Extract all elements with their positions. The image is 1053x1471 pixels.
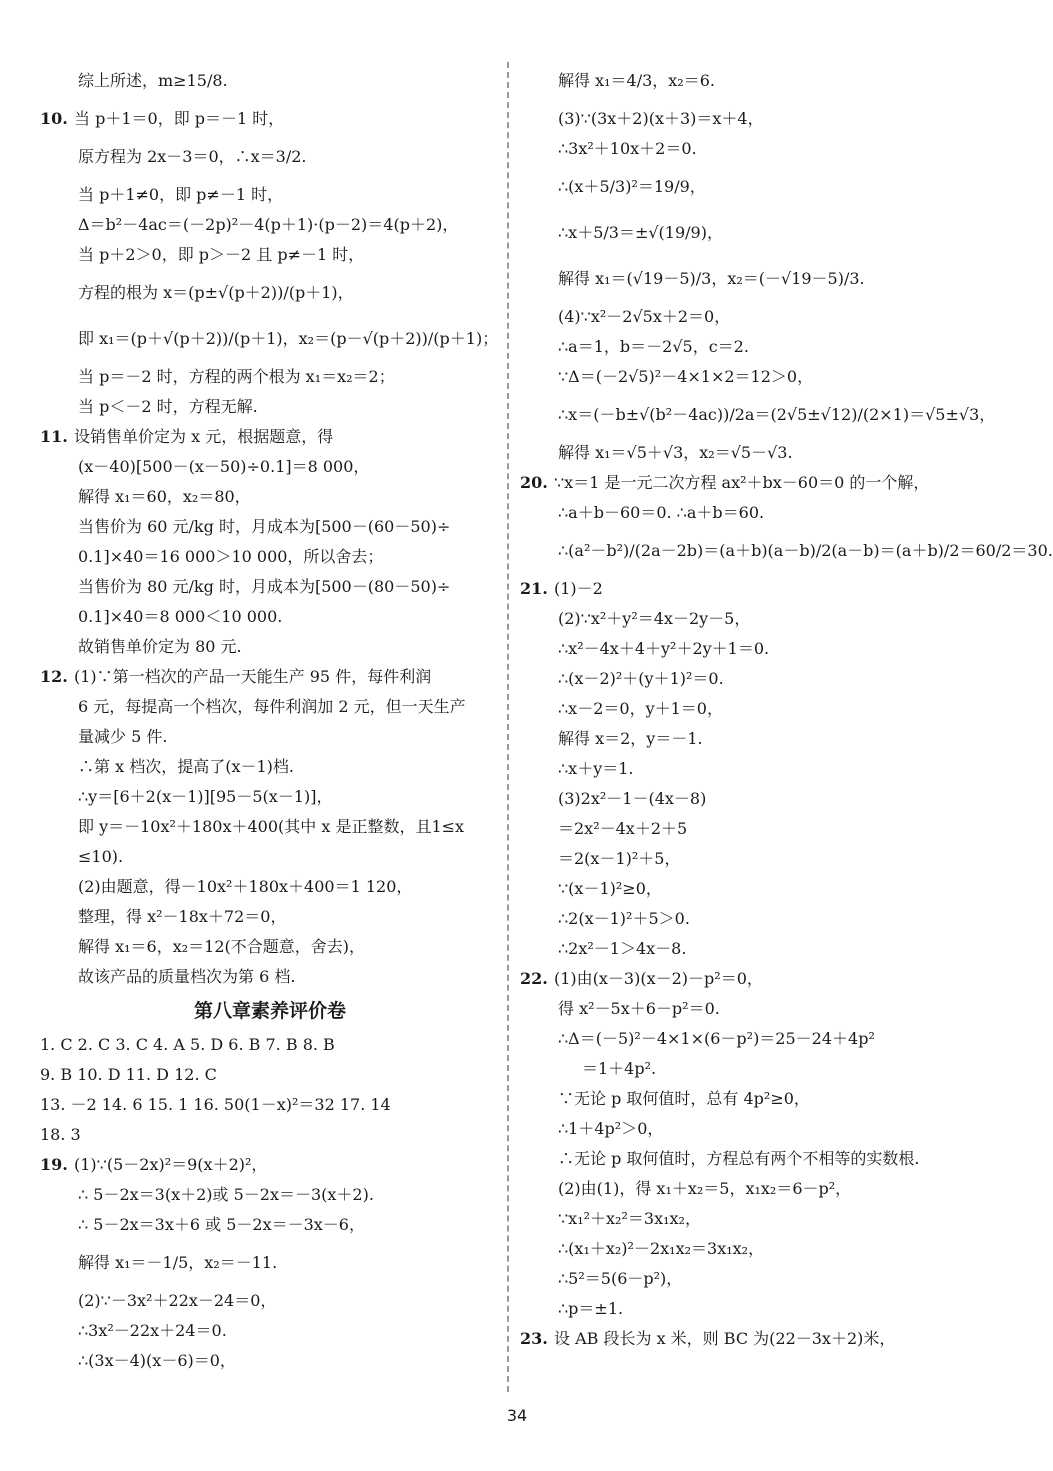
- answer-line: [40, 632, 500, 662]
- column-divider: [507, 62, 509, 1392]
- answer-line: [520, 694, 1000, 724]
- answer-text: 故该产品的质量档次为第 6 档.: [78, 967, 296, 986]
- answer-text: ≤10).: [78, 847, 124, 866]
- answer-line: [40, 58, 500, 104]
- answer-text: (1)∵第一档次的产品一天能生产 95 件，每件利润: [74, 667, 432, 686]
- answer-line: [520, 874, 1000, 904]
- answer-text: 当 p＝－2 时，方程的两个根为 x₁＝x₂＝2；: [78, 367, 395, 386]
- answer-text: ∴x＋y＝1.: [558, 759, 634, 778]
- answer-text: 解得 x₁＝－1/5，x₂＝－11.: [78, 1253, 278, 1272]
- answer-line: [520, 210, 1000, 256]
- answer-line: [520, 468, 1000, 498]
- answer-line: [40, 962, 500, 992]
- answer-line: [40, 752, 500, 782]
- answer-line: [520, 528, 1053, 574]
- answer-text: (2)由题意，得－10x²＋180x＋400＝1 120，: [78, 877, 413, 896]
- answer-line: [40, 180, 500, 210]
- answer-text: (2)∵x²＋y²＝4x－2y－5，: [558, 609, 751, 628]
- answer-text: ∴x＋5/3＝±√(19/9)，: [558, 223, 723, 242]
- answer-line: [40, 482, 500, 512]
- answer-text: 解得 x₁＝√5＋√3，x₂＝√5－√3.: [558, 443, 793, 462]
- answer-text: ∴1＋4p²＞0，: [558, 1119, 664, 1138]
- answer-text: 当 p＜－2 时，方程无解.: [78, 397, 258, 416]
- question-number: 21.: [520, 579, 548, 598]
- answer-line: [520, 332, 1000, 362]
- answer-line: [40, 1180, 500, 1210]
- answer-text: (1)由(x－3)(x－2)－p²＝0，: [554, 969, 763, 988]
- answer-text: ∴x＝(－b±√(b²－4ac))/2a＝(2√5±√12)/(2×1)＝√5±√3，: [558, 405, 996, 424]
- answer-text: 综上所述，m≥15/8.: [78, 71, 228, 90]
- answer-text: (2)由(1)，得 x₁＋x₂＝5，x₁x₂＝6－p²，: [558, 1179, 852, 1198]
- answer-text: ∴y＝[6＋2(x－1)][95－5(x－1)]，: [78, 787, 333, 806]
- answer-text: ∵x₁²＋x₂²＝3x₁x₂，: [558, 1209, 701, 1228]
- answer-text: ＝2(x－1)²＋5，: [558, 849, 681, 868]
- answer-line: [40, 392, 500, 422]
- answer-text: 当售价为 60 元/kg 时，月成本为[500－(60－50)÷: [78, 517, 451, 536]
- answer-text: ＝2x²－4x＋2＋5: [558, 819, 688, 838]
- answer-text: ∴x－2＝0，y＋1＝0，: [558, 699, 723, 718]
- answer-text: (x－40)[500－(x－50)÷0.1]＝8 000，: [78, 457, 370, 476]
- answer-text: 故销售单价定为 80 元.: [78, 637, 242, 656]
- answer-line: [40, 542, 500, 572]
- answer-text: ∴(x－2)²＋(y＋1)²＝0.: [558, 669, 724, 688]
- answer-text: 当 p＋1＝0，即 p＝－1 时，: [74, 109, 285, 128]
- answer-line: [40, 1120, 500, 1150]
- answer-line: [520, 1234, 1000, 1264]
- answer-line: [520, 1024, 1000, 1054]
- answer-line: [520, 1174, 1000, 1204]
- answer-line: [520, 1294, 1000, 1324]
- answer-text: 设 AB 段长为 x 米，则 BC 为(22－3x＋2)米，: [554, 1329, 896, 1348]
- answer-text: 解得 x₁＝60，x₂＝80，: [78, 487, 251, 506]
- answer-line: [520, 1114, 1000, 1144]
- answer-line: [40, 662, 500, 692]
- answer-line: [520, 58, 1000, 104]
- answer-line: [520, 104, 1000, 134]
- answer-line: [40, 210, 500, 240]
- answer-line: [40, 842, 500, 872]
- answer-text: 0.1]×40＝8 000＜10 000.: [78, 607, 283, 626]
- answer-line: [40, 422, 500, 452]
- left-column: [40, 58, 500, 1376]
- answer-line: [520, 134, 1000, 164]
- answer-text: (1)－2: [554, 579, 603, 598]
- question-number: 12.: [40, 667, 68, 686]
- answer-text: ∴2x²－1＞4x－8.: [558, 939, 687, 958]
- answer-line: [520, 664, 1000, 694]
- question-number: 22.: [520, 969, 548, 988]
- answer-line: [40, 932, 500, 962]
- answer-text: (2)∵－3x²＋22x－24＝0，: [78, 1291, 277, 1310]
- page-number: 34: [506, 1406, 528, 1425]
- answer-line: [520, 438, 1000, 468]
- answer-line: [520, 302, 1000, 332]
- answer-text: ∴第 x 档次，提高了(x－1)档.: [78, 757, 294, 776]
- answer-line: [40, 104, 500, 134]
- answer-line: [520, 498, 1000, 528]
- answer-text: 当 p＋2＞0，即 p＞－2 且 p≠－1 时，: [78, 245, 365, 264]
- answer-text: 整理，得 x²－18x＋72＝0，: [78, 907, 287, 926]
- answer-line: [40, 812, 500, 842]
- answer-line: [520, 392, 1000, 438]
- answer-line: [520, 1054, 1000, 1084]
- answer-line: [40, 1286, 500, 1316]
- answer-text: ∴ 5－2x＝3(x＋2)或 5－2x＝－3(x＋2).: [78, 1185, 374, 1204]
- answer-line: [40, 270, 500, 316]
- answer-text: ∴a＝1，b＝－2√5，c＝2.: [558, 337, 749, 356]
- answer-text: ∵Δ＝(－2√5)²－4×1×2＝12＞0，: [558, 367, 814, 386]
- answer-line: [520, 1324, 1000, 1354]
- answer-text: ∴a＋b－60＝0. ∴a＋b＝60.: [558, 503, 765, 522]
- answer-text: 当售价为 80 元/kg 时，月成本为[500－(80－50)÷: [78, 577, 451, 596]
- answer-text: 解得 x₁＝6，x₂＝12(不合题意，舍去)，: [78, 937, 365, 956]
- answer-line: [520, 1264, 1000, 1294]
- answer-text: 得 x²－5x＋6－p²＝0.: [558, 999, 720, 1018]
- answer-text: 6 元，每提高一个档次，每件利润加 2 元，但一天生产: [78, 697, 466, 716]
- answer-text: ∴3x²＋10x＋2＝0.: [558, 139, 697, 158]
- answer-text: 解得 x₁＝4/3，x₂＝6.: [558, 71, 715, 90]
- answer-text: 方程的根为 x＝(p±√(p＋2))/(p＋1)，: [78, 283, 354, 302]
- right-column: [520, 58, 1053, 1354]
- answer-text: ∴3x²－22x＋24＝0.: [78, 1321, 227, 1340]
- answer-line: [520, 574, 1000, 604]
- question-number: 10.: [40, 109, 68, 128]
- answer-text: ∴Δ＝(－5)²－4×1×(6－p²)＝25－24＋4p²: [558, 1029, 875, 1048]
- answer-text: (4)∵x²－2√5x＋2＝0，: [558, 307, 731, 326]
- answer-line: [40, 452, 500, 482]
- answer-line: [520, 164, 1000, 210]
- answer-line: [40, 782, 500, 812]
- answer-line: [520, 724, 1000, 754]
- answer-line: [40, 1030, 500, 1060]
- answer-line: [40, 872, 500, 902]
- answer-line: [40, 692, 500, 722]
- answer-line: [520, 754, 1000, 784]
- answer-line: [40, 1316, 500, 1346]
- answer-line: [520, 904, 1000, 934]
- question-number: 20.: [520, 473, 548, 492]
- answer-line: [40, 1150, 500, 1180]
- answer-text: Δ＝b²－4ac＝(－2p)²－4(p＋1)·(p－2)＝4(p＋2)，: [78, 215, 459, 234]
- answer-text: 1. C 2. C 3. C 4. A 5. D 6. B 7. B 8. B: [40, 1035, 335, 1054]
- answer-text: 原方程为 2x－3＝0，∴x＝3/2.: [78, 147, 307, 166]
- question-number: 23.: [520, 1329, 548, 1348]
- answer-text: ∴p＝±1.: [558, 1299, 624, 1318]
- answer-text: 解得 x＝2，y＝－1.: [558, 729, 703, 748]
- answer-line: [520, 784, 1000, 814]
- answer-text: ∴2(x－1)²＋5＞0.: [558, 909, 690, 928]
- answer-text: ∴x²－4x＋4＋y²＋2y＋1＝0.: [558, 639, 770, 658]
- answer-text: 即 x₁＝(p＋√(p＋2))/(p＋1)，x₂＝(p－√(p＋2))/(p＋1)；: [78, 329, 499, 348]
- question-number: 11.: [40, 427, 68, 446]
- answer-line: [520, 814, 1000, 844]
- answer-line: [40, 602, 500, 632]
- answer-line: [40, 1346, 500, 1376]
- answer-line: [520, 256, 1000, 302]
- answer-line: [40, 316, 500, 362]
- answer-text: 13. －2 14. 6 15. 1 16. 50(1－x)²＝32 17. 14: [40, 1095, 391, 1114]
- answer-line: [40, 572, 500, 602]
- answer-line: [520, 1144, 1000, 1174]
- answer-line: [520, 634, 1000, 664]
- answer-line: [40, 134, 500, 180]
- section-title: 第八章素养评价卷: [193, 1000, 346, 1022]
- answer-text: ∵无论 p 取何值时，总有 4p²≥0，: [558, 1089, 810, 1108]
- answer-text: 量减少 5 件.: [78, 727, 168, 746]
- answer-text: 解得 x₁＝(√19－5)/3，x₂＝(－√19－5)/3.: [558, 269, 865, 288]
- answer-text: ∴(x₁＋x₂)²－2x₁x₂＝3x₁x₂，: [558, 1239, 765, 1258]
- answer-text: ∴(x＋5/3)²＝19/9，: [558, 177, 706, 196]
- answer-text: ∴5²＝5(6－p²)，: [558, 1269, 683, 1288]
- answer-line: [40, 362, 500, 392]
- answer-line: [520, 934, 1000, 964]
- answer-text: 0.1]×40＝16 000＞10 000，所以舍去；: [78, 547, 384, 566]
- answer-text: ∵x＝1 是一元二次方程 ax²＋bx－60＝0 的一个解，: [554, 473, 930, 492]
- answer-line: [520, 1204, 1000, 1234]
- answer-line: [40, 1240, 500, 1286]
- answer-line: [40, 722, 500, 752]
- answer-line: [40, 240, 500, 270]
- answer-text: 18. 3: [40, 1125, 81, 1144]
- answer-text: ∴(3x－4)(x－6)＝0，: [78, 1351, 236, 1370]
- answer-line: [520, 994, 1000, 1024]
- answer-text: ∴(a²－b²)/(2a－2b)＝(a＋b)(a－b)/2(a－b)＝(a＋b)/2＝60/2＝30.: [558, 541, 1053, 560]
- answer-line: [40, 512, 500, 542]
- answer-text: 9. B 10. D 11. D 12. C: [40, 1065, 217, 1084]
- answer-line: [40, 1210, 500, 1240]
- answer-text: ∴无论 p 取何值时，方程总有两个不相等的实数根.: [558, 1149, 920, 1168]
- answer-line: [40, 1090, 500, 1120]
- answer-text: 即 y＝－10x²＋180x＋400(其中 x 是正整数，且1≤x: [78, 817, 465, 836]
- answer-text: (3)∵(3x＋2)(x＋3)＝x＋4，: [558, 109, 764, 128]
- answer-text: (1)∵(5－2x)²＝9(x＋2)²，: [74, 1155, 268, 1174]
- answer-line: [520, 604, 1000, 634]
- answer-line: [40, 1060, 500, 1090]
- answer-line: [520, 964, 1000, 994]
- question-number: 19.: [40, 1155, 68, 1174]
- answer-line: [40, 902, 500, 932]
- answer-text: 当 p＋1≠0，即 p≠－1 时，: [78, 185, 284, 204]
- answer-line: [520, 1084, 1000, 1114]
- answer-text: (3)2x²－1－(4x－8): [558, 789, 707, 808]
- answer-text: 设销售单价定为 x 元，根据题意，得: [74, 427, 334, 446]
- answer-text: ＝1＋4p².: [582, 1059, 657, 1078]
- answer-line: [520, 844, 1000, 874]
- answer-text: ∵(x－1)²≥0，: [558, 879, 662, 898]
- answer-text: ∴ 5－2x＝3x＋6 或 5－2x＝－3x－6，: [78, 1215, 365, 1234]
- answer-line: [520, 362, 1000, 392]
